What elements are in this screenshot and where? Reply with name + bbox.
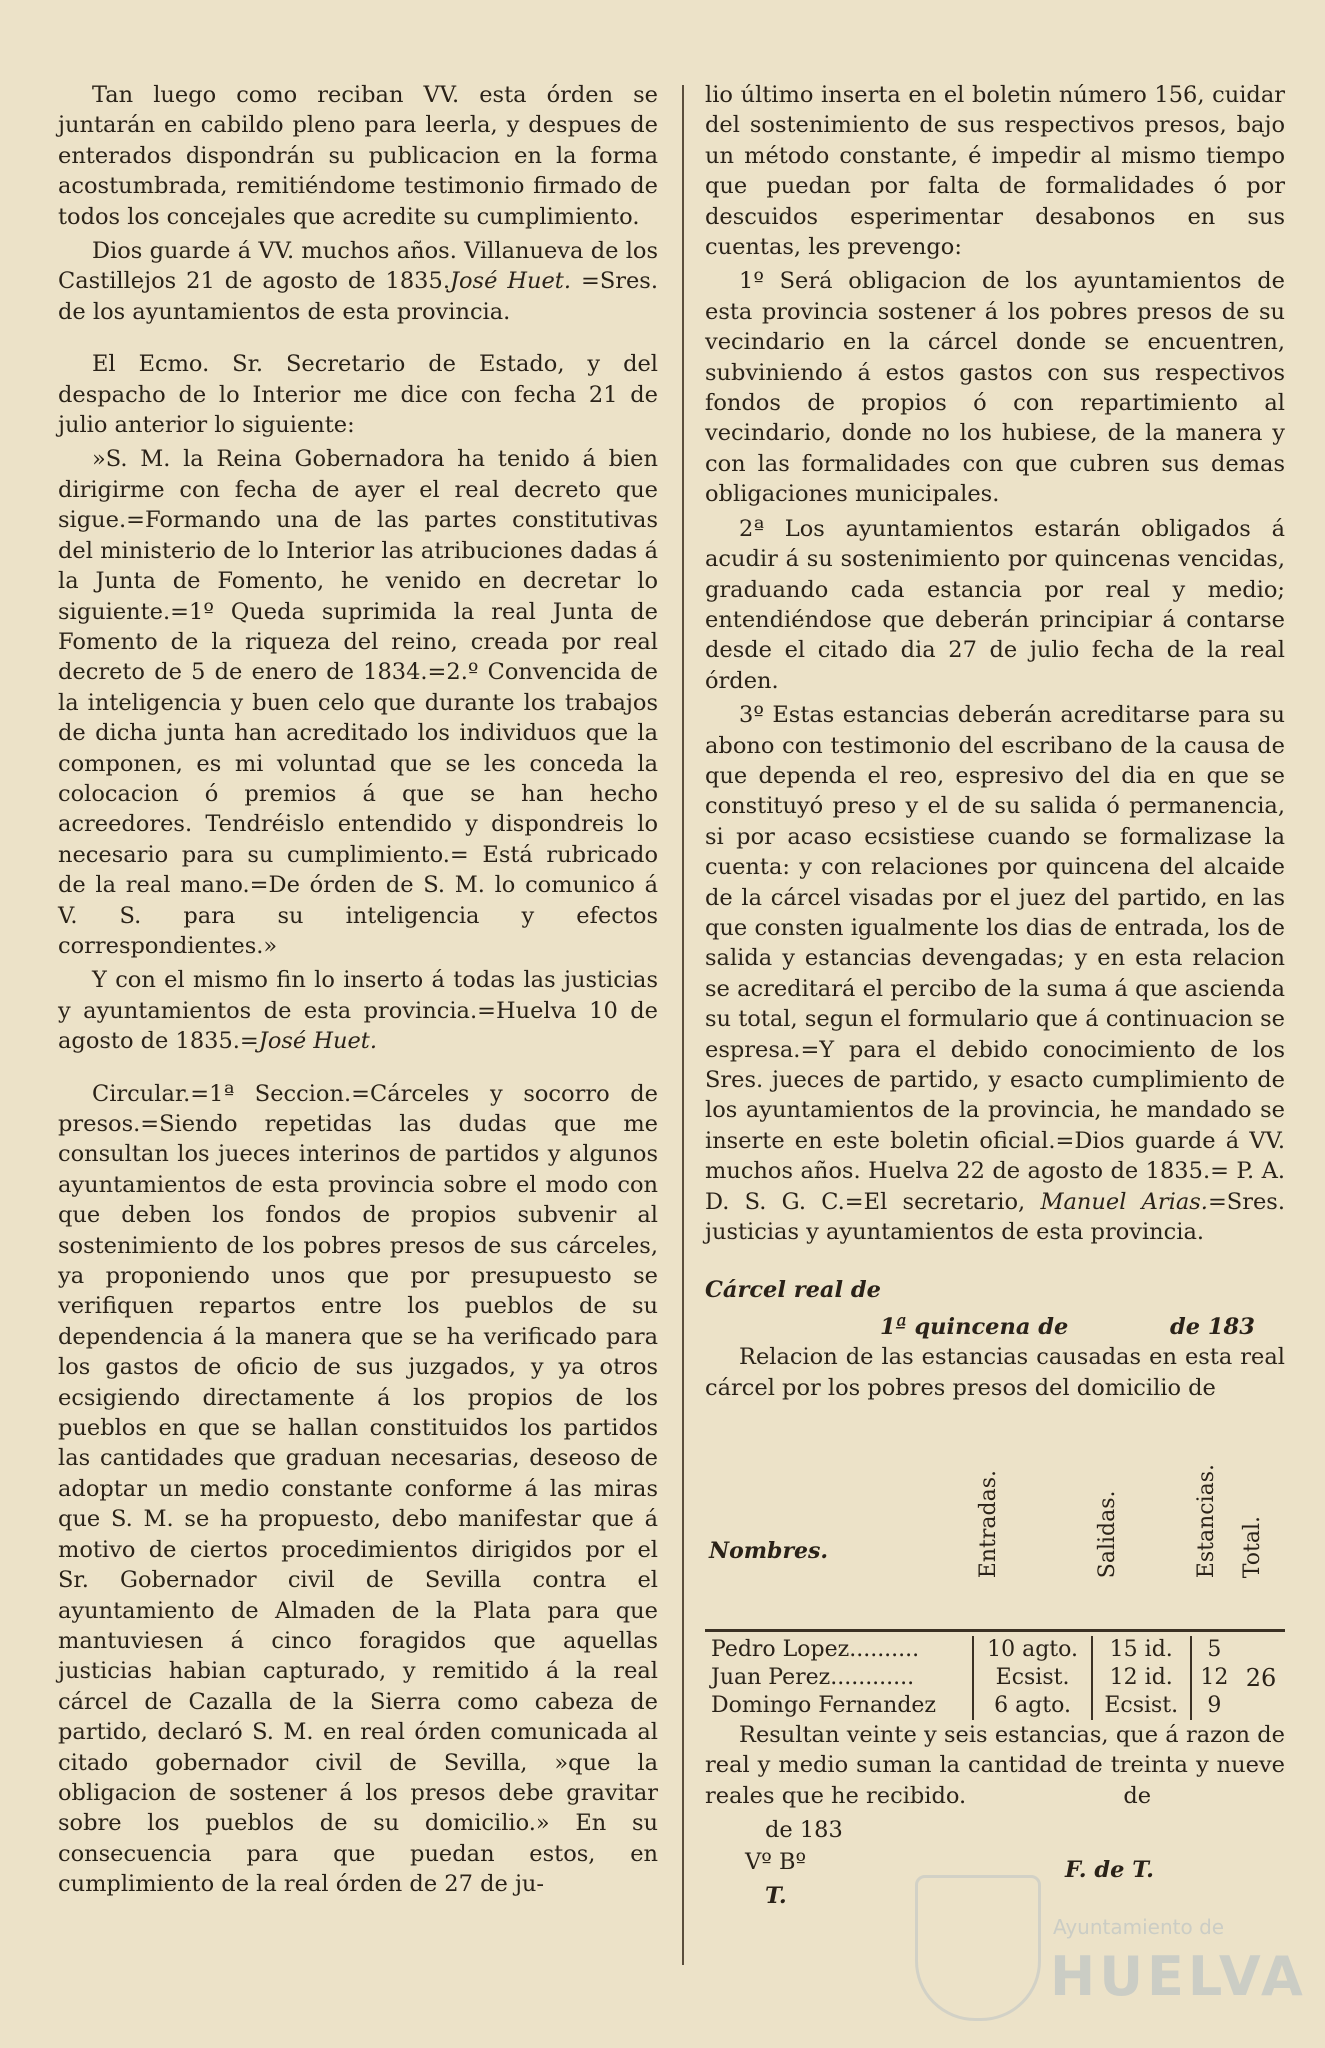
row-total: 26 xyxy=(1245,1664,1277,1693)
paragraph-obligacion-1: 1º Será obligacion de los ayuntamientos de esta provincia sostener á los pobres presos de su vecindario en la cárcel donde se encuentren, subviniendo á estos gastos con sus respectivos fondos de propios ó con repartimiento al vecindario, donde no los hubiese, de la manera y con las formalidades con que cubren sus demas obligaciones municipales. xyxy=(705,268,1285,508)
row-salida: 12 id. xyxy=(1092,1664,1191,1692)
form-description: Relacion de las estancias causadas en esta real cárcel por los pobres presos del domicilio de xyxy=(705,1344,1285,1401)
header-entradas: Entradas. xyxy=(976,1469,1002,1578)
left-column xyxy=(58,80,658,1904)
form-quincena-line xyxy=(705,1312,1285,1342)
right-column xyxy=(705,80,1285,1935)
row-name: Pedro Lopez.......... xyxy=(711,1637,920,1663)
paragraph-secretario-estado: El Ecmo. Sr. Secretario de Estado, y del despacho de lo Interior me dice con fecha 21 de julio anterior lo siguiente: xyxy=(58,351,658,439)
column-divider xyxy=(682,85,684,1965)
paragraph-orden-cabildo: Tan luego como reciban VV. esta órden se juntarán en cabildo pleno para leerla, y despues de enterados dispondrán su publicacion en la forma acostumbrada, remitiéndome testimonio firmado de todos los concejales que acredite su cumplimiento. xyxy=(58,82,658,230)
row-estancias: 9 xyxy=(1191,1692,1237,1720)
obligacion-3-text: 3º Estas estancias deberán acreditarse para su abono con testimonio del escribano de la causa de que dependa el reo, espresivo del dia en que se constituyó preso y el de su salida ó permanencia, si por acaso ecsistiese cuando se formalizase la cuenta: y con relaciones por quincena del alcaide de la cárcel visadas por el juez del partido, en las que consten igualmente los dias de entrada, los de salida y estancias devengadas; y en esta relacion se acreditará el percibo de la suma á que ascienda su total, segun el formulario que á continuacion se espresa.=Y para el debido conocimiento de los Sres. jueces de partido, y esacto cumplimiento de los ayuntamientos de la provincia, he mandado se inserte en este boletin oficial.=Dios guarde á VV. muchos años. Huelva 22 de agosto de 1835.= P. A. D. S. G. C.=El secretario, xyxy=(705,702,1285,1215)
form-year: de 183 xyxy=(1170,1313,1255,1340)
header-nombres: Nombres. xyxy=(709,1537,829,1564)
signature-jose-huet-2: José Huet. xyxy=(258,1028,377,1055)
table-row xyxy=(705,1692,1285,1720)
table-row xyxy=(705,1636,1285,1664)
paragraph-continuacion: lio último inserta en el boletin número 156, cuidar del sostenimiento de sus respectivos presos, bajo un método constante, é impedir al mismo tiempo que puedan por falta de formalidades ó por descuidos esperimentar desabonos en sus cuentas, les prevengo: xyxy=(705,82,1285,261)
dios-guarde-text: Dios guarde á VV. muchos años. Villanueva de los Castillejos 21 de agosto de 1835. xyxy=(58,238,658,295)
signature-jose-huet: José Huet. xyxy=(449,268,571,295)
row-salida: 15 id. xyxy=(1092,1636,1191,1664)
addressee-text: =Sres. de los ayuntamientos de esta provincia. xyxy=(58,268,659,325)
header-total: Total. xyxy=(1239,1515,1265,1578)
estancias-table xyxy=(705,1421,1285,1720)
form-quincena: 1ª quincena de xyxy=(880,1313,1069,1340)
form-vobo: Vº Bº xyxy=(745,1849,807,1876)
table-row xyxy=(705,1664,1285,1692)
paragraph-circular: Circular.=1ª Seccion.=Cárceles y socorro de presos.=Siendo repetidas las dudas que me consultan los jueces interinos de partidos y algunos ayuntamientos de esta provincia sobre el modo con que deben los fondos de propios subvenir al sostenimiento de los pobres presos de sus cárceles, ya proponiendo unos que por presupuesto se verifiquen repartos entre los pueblos de su dependencia á la manera que se ha verificado para los gastos de oficio de sus juzgados, y ya otros ecsigiendo directamente á los propios de los pueblos en que se hallan constituidos los partidos las cantidades que graduan necesarias, deseoso de adoptar un medio constante conforme á las miras que S. M. se ha propuesto, debo manifestar que á motivo de ciertos procedimientos dirigidos por el Sr. Gobernador civil de Sevilla contra el ayuntamiento de Almaden de la Plata para que mantuviesen á cinco foragidos que aquellas justicias habian capturado, y remitido á la real cárcel de Cazalla de la Sierra como cabeza de partido, declaró S. M. en real órden comunicada al citado gobernador civil de Sevilla, »que la obligacion de sostener á los presos debe gravitar sobre los pueblos de su domicilio.» En su consecuencia para que puedan estos, en cumplimiento de la real órden de 27 de ju- xyxy=(58,1080,658,1898)
signature-manuel-arias: Manuel Arias. xyxy=(1040,1188,1208,1215)
summary-de: de xyxy=(1123,1782,1152,1809)
archive-watermark xyxy=(905,1875,1307,2025)
paragraph-real-decreto: »S. M. la Reina Gobernadora ha tenido á bien dirigirme con fecha de ayer el real decreto que sigue.=Formando una de las partes constitutivas del ministerio de lo Interior las atribuciones dadas á la Junta de Fomento, he venido en decretar lo siguiente.=1º Queda suprimida la real Junta de Fomento de la riqueza del reino, creada por real decreto de 5 de enero de 1834.=2.º Convencida de la inteligencia y buen celo que durante los trabajos de dicha junta han acreditado los individuos que la componen, es mi voluntad que se les conceda la colocacion ó premios á que se han hecho acreedores. Tendréislo entendido y dispondreis lo necesario para su cumplimiento.= Está rubricado de la real mano.=De órden de S. M. lo comunico á V. S. para su inteligencia y efectos correspondientes.» xyxy=(58,446,658,959)
header-salidas: Salidas. xyxy=(1094,1490,1120,1578)
row-name: Juan Perez............ xyxy=(711,1665,915,1691)
row-salida: Ecsist. xyxy=(1092,1692,1191,1720)
row-entrada: 10 agto. xyxy=(973,1636,1091,1664)
form-summary xyxy=(705,1720,1285,1811)
paragraph-obligacion-2: 2ª Los ayuntamientos estarán obligados á acudir á su sostenimiento por quincenas vencidas, graduando cada estancia por real y medio; entendiéndose que deberán principiar á contarse desde el citado dia 27 de julio fecha de la real órden. xyxy=(705,515,1285,694)
inserto-text: Y con el mismo fin lo inserto á todas las justicias y ayuntamientos de esta provincia.=Huelva 10 de agosto de 1835.= xyxy=(58,967,658,1055)
paragraph-dios-guarde xyxy=(58,236,658,327)
form-fdet: F. de T. xyxy=(1065,1857,1154,1884)
row-estancias: 12 xyxy=(1191,1664,1237,1692)
paragraph-obligacion-3 xyxy=(705,700,1285,1247)
header-estancias: Estancias. xyxy=(1193,1463,1219,1578)
form-t: T. xyxy=(765,1883,787,1910)
row-estancias: 5 xyxy=(1191,1636,1237,1664)
form-title: Cárcel real de xyxy=(705,1277,881,1304)
watermark-line1: Ayuntamiento de xyxy=(1053,1915,1225,1939)
row-name: Domingo Fernandez xyxy=(711,1693,937,1719)
summary-text: Resultan veinte y seis estancias, que á razon de real y medio suman la cantidad de treinta y nueve reales que he recibido. xyxy=(705,1722,1285,1809)
row-entrada: Ecsist. xyxy=(973,1664,1091,1692)
crest-icon xyxy=(915,1875,1041,2021)
form-date-line: de 183 xyxy=(765,1817,843,1844)
addressee-text-2: =Sres. justicias y ayuntamientos de esta provincia. xyxy=(705,1188,1285,1246)
paragraph-inserto xyxy=(58,965,658,1056)
watermark-line2: HUELVA xyxy=(1050,1945,1307,2008)
row-entrada: 6 agto. xyxy=(973,1692,1091,1720)
